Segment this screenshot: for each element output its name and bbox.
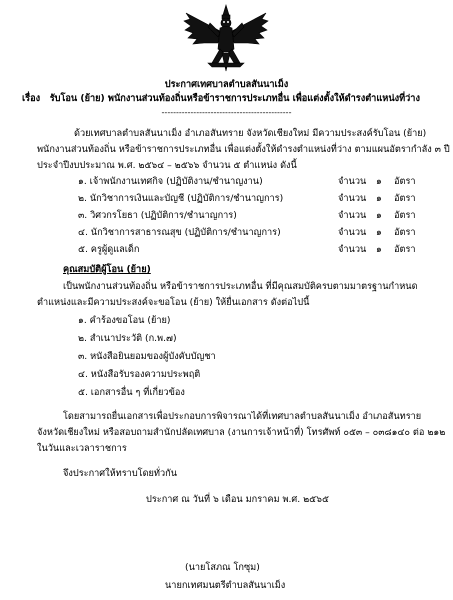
position-amount-label: จำนวน xyxy=(338,176,367,187)
qualifications-heading: คุณสมบัติผู้โอน (ย้าย) xyxy=(63,264,151,275)
contact-line-1: โดยสามารถยื่นเอกสารเพื่อประกอบการพิจารณาได้ที่เทศบาลตำบลสันนาเม็ง อำเภอสันทราย xyxy=(63,411,422,422)
intro-line-2: พนักงานส่วนท้องถิ่น หรือข้าราชการประเภทอื่น เพื่อแต่งตั้งให้ดำรงตำแหน่งที่ว่าง ตามแผนอัตรากำลัง ๓ ปี xyxy=(37,144,450,155)
contact-line-3: ในวันและเวลาราชการ xyxy=(37,443,127,454)
position-amount-label: จำนวน xyxy=(338,244,367,255)
position-count: ๑ xyxy=(376,193,382,204)
position-label: ๕. ครูผู้ดูแลเด็ก xyxy=(78,244,140,255)
position-unit: อัตรา xyxy=(394,193,416,204)
position-label: ๓. วิศวกรโยธา (ปฏิบัติการ/ชำนาญการ) xyxy=(78,210,237,221)
announcement-title: ประกาศเทศบาลตำบลสันนาเม็ง xyxy=(164,79,289,90)
position-unit: อัตรา xyxy=(394,210,416,221)
position-label: ๒. นักวิชาการเงินและบัญชี (ปฏิบัติการ/ชำนาญการ) xyxy=(78,193,284,204)
position-count: ๑ xyxy=(376,176,382,187)
closing-statement: จึงประกาศให้ทราบโดยทั่วกัน xyxy=(63,468,177,479)
position-amount-label: จำนวน xyxy=(338,210,367,221)
position-unit: อัตรา xyxy=(394,244,416,255)
document-item: ๔. หนังสือรับรองความประพฤติ xyxy=(78,369,201,380)
contact-line-2: จังหวัดเชียงใหม่ หรือสอบถามสำนักปลัดเทศบาล (งานการเจ้าหน้าที่) โทรศัพท์ ๐๕๓ – ๐๓๘๑๔๐ ต่อ ๒๑๒ xyxy=(37,427,446,438)
position-unit: อัตรา xyxy=(394,176,416,187)
document-item: ๕. เอกสารอื่น ๆ ที่เกี่ยวข้อง xyxy=(78,387,185,398)
intro-line-1: ด้วยเทศบาลตำบลสันนาเม็ง อำเภอสันทราย จังหวัดเชียงใหม่ มีความประสงค์รับโอน (ย้าย) xyxy=(74,128,427,139)
subject-label: เรื่อง xyxy=(22,93,41,104)
document-item: ๒. สำเนาประวัติ (ก.พ.๗) xyxy=(78,333,177,344)
position-count: ๑ xyxy=(376,227,382,238)
document-item: ๑. คำร้องขอโอน (ย้าย) xyxy=(78,315,171,326)
divider-line: --------------------------------------------- xyxy=(161,108,292,117)
subject-text: รับโอน (ย้าย) พนักงานส่วนท้องถิ่นหรือข้าราชการประเภทอื่น เพื่อแต่งตั้งให้ดำรงตำแหน่งที่ว่าง xyxy=(49,93,420,104)
signatory-name: (นายโสภณ โกซุม) xyxy=(185,562,260,573)
position-count: ๑ xyxy=(376,244,382,255)
intro-line-3: ประจำปีงบประมาณ พ.ศ. ๒๕๖๔ – ๒๕๖๖ จำนวน ๕ ตำแหน่ง ดังนี้ xyxy=(37,160,297,171)
position-amount-label: จำนวน xyxy=(338,227,367,238)
position-unit: อัตรา xyxy=(394,227,416,238)
position-label: ๔. นักวิชาการสาธารณสุข (ปฏิบัติการ/ชำนาญการ) xyxy=(78,227,281,238)
signatory-title: นายกเทศมนตรีตำบลสันนาเม็ง xyxy=(165,580,286,591)
position-label: ๑. เจ้าพนักงานเทศกิจ (ปฏิบัติงาน/ชำนาญงาน) xyxy=(78,176,263,187)
qualifications-line-2: ตำแหน่งและมีความประสงค์จะขอโอน (ย้าย) ให้ยื่นเอกสาร ดังต่อไปนี้ xyxy=(37,297,310,308)
qualifications-line-1: เป็นพนักงานส่วนท้องถิ่น หรือข้าราชการประเภทอื่น ที่มีคุณสมบัติครบตามมาตรฐานกำหนด xyxy=(63,281,418,292)
subject-line xyxy=(22,93,420,105)
position-amount-label: จำนวน xyxy=(338,193,367,204)
position-count: ๑ xyxy=(376,210,382,221)
garuda-emblem xyxy=(182,3,270,75)
announcement-date: ประกาศ ณ วันที่ ๖ เดือน มกราคม พ.ศ. ๒๕๖๕ xyxy=(146,494,329,505)
document-item: ๓. หนังสือยินยอมของผู้บังคับบัญชา xyxy=(78,351,216,362)
